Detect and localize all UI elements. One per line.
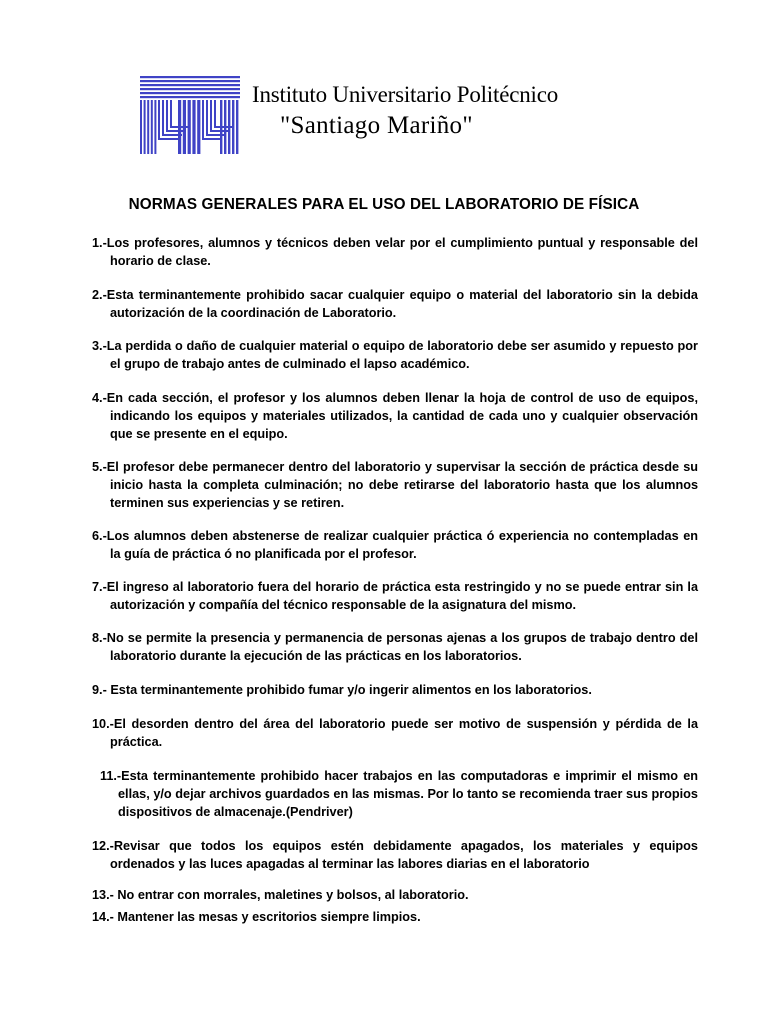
rule-item: 5.-El profesor debe permanecer dentro del laboratorio y supervisar la sección de práctica desde su inicio hasta la completa culminación; no debe retirarse del laboratorio hasta que los alumnos terminen sus experiencias y se retiren.: [92, 460, 698, 510]
institution-name: [252, 80, 558, 142]
rule-item: 10.-El desorden dentro del área del laboratorio puede ser motivo de suspensión y pérdida de la práctica.: [92, 717, 698, 749]
rule-item: 11.-Esta terminantemente prohibido hacer trabajos en las computadoras e imprimir el mismo en ellas, y/o dejar archivos guardados en las mismas. Por lo tanto se recomienda traer sus propios dispositivos de almacenaje.(Pendriver): [100, 769, 698, 819]
institution-name-line1: Instituto Universitario Politécnico: [252, 82, 559, 107]
institution-logo-icon: [140, 76, 240, 154]
rule-item: 2.-Esta terminantemente prohibido sacar cualquier equipo o material del laboratorio sin la debida autorización de la coordinación de Laboratorio.: [92, 288, 698, 320]
rule-item: 14.- Mantener las mesas y escritorios siempre limpios.: [92, 910, 421, 924]
rule-item: 7.-El ingreso al laboratorio fuera del horario de práctica esta restringido y no se puede entrar sin la autorización y compañía del técnico responsable de la asignatura del mismo.: [92, 580, 698, 612]
rule-item: 12.-Revisar que todos los equipos estén debidamente apagados, los materiales y equipos ordenados y las luces apagadas al terminar las labores diarias en el laboratorio: [92, 839, 698, 871]
rule-item: 4.-En cada sección, el profesor y los alumnos deben llenar la hoja de control de uso de equipos, indicando los equipos y materiales utilizados, la cantidad de cada uno y cualquier observación que se presente en el equipo.: [92, 391, 698, 441]
rules-list: [92, 234, 698, 926]
page-title: NORMAS GENERALES PARA EL USO DEL LABORATORIO DE FÍSICA: [128, 196, 640, 213]
rule-item: 6.-Los alumnos deben abstenerse de realizar cualquier práctica ó experiencia no contempladas en la guía de práctica ó no planificada por el profesor.: [92, 529, 698, 561]
rule-item: 9.- Esta terminantemente prohibido fumar y/o ingerir alimentos en los laboratorios.: [92, 683, 592, 697]
document-header: [140, 76, 600, 154]
institution-name-line2: "Santiago Mariño": [280, 112, 473, 139]
rule-item: 8.-No se permite la presencia y permanencia de personas ajenas a los grupos de trabajo dentro del laboratorio durante la ejecución de las prácticas en los laboratorios.: [92, 631, 698, 663]
rule-item: 3.-La perdida o daño de cualquier material o equipo de laboratorio debe ser asumido y repuesto por el grupo de trabajo antes de culminado el lapso académico.: [92, 339, 698, 371]
rule-item: 1.-Los profesores, alumnos y técnicos deben velar por el cumplimiento puntual y responsable del horario de clase.: [92, 236, 698, 268]
rule-item: 13.- No entrar con morrales, maletines y bolsos, al laboratorio.: [92, 888, 469, 902]
